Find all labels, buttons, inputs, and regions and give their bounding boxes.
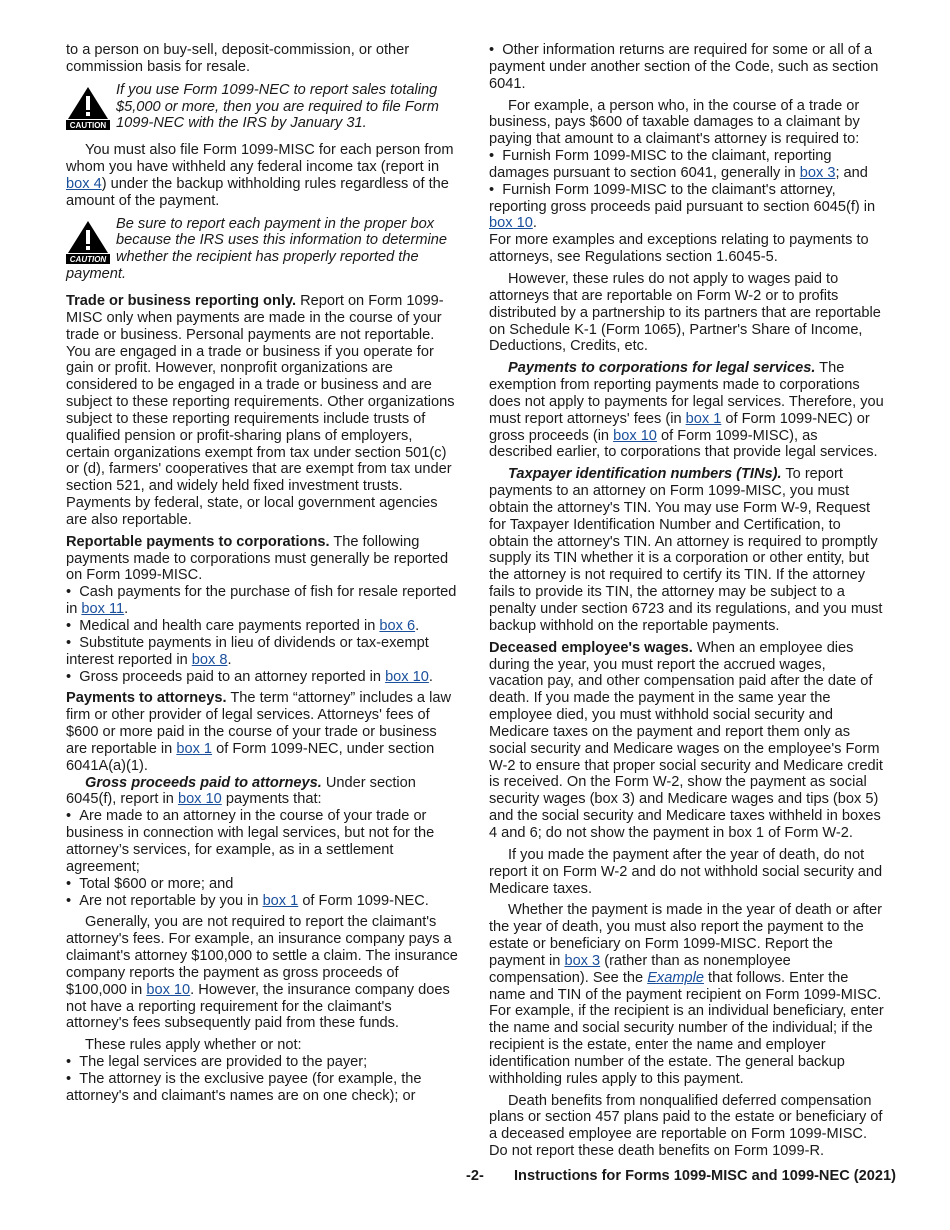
section-attorneys: Payments to attorneys. The term “attorney” includes a law firm or other provider of legal services. Attorneys' fees of $600 or more paid in the course of your trade or business are reportable in box 1 of Form 1099-NEC, under section 6041A(a)(1).	[66, 690, 452, 774]
section-legal-services: Payments to corporations for legal services. The exemption from reporting payments made to corporations does not apply to payments for legal services. Therefore, you must report attorneys' fees (in box 1 of Form 1099-NEC) or gross proceeds (in box 10 of Form 1099-MISC), as described earlier, to corporations that provide legal services.	[489, 360, 884, 461]
paragraph-generally: Generally, you are not required to report the claimant's attorney's fees. For example, an insurance company pays a claimant's attorney $100,000 to settle a claim. The insurance company reports the payment as gross proceeds of $100,000 in box 10. However, the insurance company does not have a reporting requirement for the claimant's attorney's fees subsequently paid from these funds.	[66, 914, 458, 1032]
paragraph-after-death: If you made the payment after the year of death, do not report it on Form W-2 and do not withhold social security and Medicare taxes.	[489, 846, 883, 897]
list-item: • Substitute payments in lieu of dividends or tax-exempt interest reported in box 8.	[66, 635, 458, 669]
heading-gross-proceeds: Gross proceeds paid to attorneys.	[85, 774, 322, 791]
caution-note-2	[66, 216, 458, 283]
footer-title: Instructions for Forms 1099-MISC and 1099-NEC (2021)	[514, 1168, 896, 1184]
list-item: • Total $600 or more; and	[66, 876, 458, 893]
list-item: • Medical and health care payments reported in box 6.	[66, 618, 458, 635]
caution-icon	[66, 85, 110, 130]
svg-text:CAUTION: CAUTION	[69, 254, 107, 264]
link-box-10[interactable]: box 10	[177, 791, 222, 808]
page-footer	[0, 1168, 950, 1188]
link-box-1[interactable]: box 1	[685, 410, 722, 427]
heading-legal-services: Payments to corporations for legal services.	[508, 360, 816, 377]
section-corporations: Reportable payments to corporations. The following payments made to corporations must generally be reported on Form 1099-MISC.	[66, 533, 449, 584]
link-box-1[interactable]: box 1	[176, 740, 213, 757]
link-box-10[interactable]: box 10	[385, 668, 429, 685]
heading-tins: Taxpayer identification numbers (TINs).	[508, 466, 782, 483]
paragraph-however: However, these rules do not apply to wages paid to attorneys that are reportable on Form W-2 or to profits distributed by a partnership to its partners that are reportable on Schedule K-1 (Form 1065), Partner's Share of Income, Deductions, Credits, etc.	[489, 270, 881, 355]
paragraph-death-benefits: Death benefits from nonqualified deferred compensation plans or section 457 plans paid to the estate or beneficiary of a deceased employee are reportable on Form 1099-MISC. Do not report these death benefits on Form 1099-R.	[489, 1092, 883, 1160]
list-item: • Cash payments for the purchase of fish for resale reported in box 11.	[66, 584, 458, 618]
link-box-6[interactable]: box 6	[379, 618, 416, 634]
heading-corporations: Reportable payments to corporations.	[66, 533, 330, 550]
link-box-3[interactable]: box 3	[799, 164, 836, 181]
section-trade-business: Trade or business reporting only. Report on Form 1099-MISC only when payments are made in the course of your trade or business. Personal payments are not reportable. You are engaged in a trade or business if you operate for gain or profit. However, nonprofit organizations are considered to be engaged in a trade or business and are subject to these reporting requirements. Other organizations subject to these reporting requirements include trusts of qualified pension or profit-sharing plans of employers, certain organizations exempt from tax under section 501(c) or (d), farmers' cooperatives that are exempt from tax under section 521, and widely held fixed investment trusts. Payments by federal, state, or local government agencies are also reportable.	[66, 292, 455, 528]
caution-text-1: If you use Form 1099-NEC to report sales totaling $5,000 or more, then you are required to file Form 1099-NEC with the IRS by January 31.	[116, 81, 439, 132]
list-item: • Gross proceeds paid to an attorney reported in box 10.	[66, 669, 458, 686]
link-box-10[interactable]: box 10	[146, 981, 191, 998]
paragraph-whether: Whether the payment is made in the year of death or after the year of death, you must also report the payment to the estate or beneficiary on Form 1099-MISC. Report the payment in box 3 (rather than as nonemployee compensation). See the Example that follows. Enter the name and TIN of the payment recipient on Form 1099-MISC. For example, if the recipient is an individual beneficiary, enter the name and social security number of the individual; if the recipient is the estate, enter the name and employer identification number of the estate. The general backup withholding rules apply to this payment.	[489, 902, 884, 1087]
section-tins: Taxpayer identification numbers (TINs). To report payments to an attorney on Form 1099-MISC, you must obtain the attorney's TIN. You may use Form W-9, Request for Taxpayer Identification Number and Certification, to obtain the attorney's TIN. An attorney is required to promptly supply its TIN whether it is a corporation or other entity, but the attorney is not required to certify its TIN. If the attorney fails to provide its TIN, the attorney may be subject to a penalty under section 6723 and its regulations, and you must backup withhold on the reportable payments.	[489, 466, 883, 634]
heading-attorneys: Payments to attorneys.	[66, 690, 227, 707]
page-number: -2-	[466, 1168, 484, 1184]
list-item: • Are made to an attorney in the course of your trade or business in connection with legal services, but not for the attorney’s services, for example, as in a settlement agreement;	[66, 808, 458, 875]
list-item: • Other information returns are required for some or all of a payment under another section of the Code, such as section 6041.	[489, 42, 884, 93]
svg-text:CAUTION: CAUTION	[69, 120, 107, 130]
link-box-10[interactable]: box 10	[489, 215, 533, 232]
link-example[interactable]: Example	[647, 969, 704, 986]
caution-icon	[66, 219, 110, 264]
heading-trade-business: Trade or business reporting only.	[66, 292, 297, 309]
list-item: • The legal services are provided to the payer;	[66, 1054, 458, 1071]
list-item: • The attorney is the exclusive payee (for example, the attorney's and claimant's names are on one check); or	[66, 1071, 458, 1105]
paragraph-rules: These rules apply whether or not:	[85, 1037, 302, 1054]
paragraph-backup-withholding: You must also file Form 1099-MISC for each person from whom you have withheld any federal income tax (report in box 4) under the backup withholding rules regardless of the amount of the payment.	[66, 142, 454, 209]
link-box-8[interactable]: box 8	[191, 651, 228, 668]
paragraph-commission: to a person on buy-sell, deposit-commission, or other commission basis for resale.	[66, 42, 410, 75]
link-box-11[interactable]: box 11	[81, 601, 125, 618]
right-column	[489, 42, 884, 1165]
link-box-1[interactable]: box 1	[262, 892, 299, 909]
left-column	[66, 42, 458, 1105]
list-item: • Furnish Form 1099-MISC to the claimant, reporting damages pursuant to section 6041, generally in box 3; and	[489, 148, 884, 182]
list-item: • Furnish Form 1099-MISC to the claimant's attorney, reporting gross proceeds paid pursuant to section 6045(f) in box 10.	[489, 182, 884, 233]
list-item: • Are not reportable by you in box 1 of Form 1099-NEC.	[66, 893, 458, 910]
link-box-3[interactable]: box 3	[564, 952, 601, 969]
paragraph-more-examples: For more examples and exceptions relating to payments to attorneys, see Regulations section 1.6045-5.	[489, 232, 869, 266]
link-box-4[interactable]: box 4	[66, 175, 102, 192]
paragraph-example: For example, a person who, in the course of a trade or business, pays $600 of taxable damages to a claimant by paying that amount to a claimant's attorney is required to:	[489, 97, 860, 148]
heading-deceased-wages: Deceased employee's wages.	[489, 639, 693, 656]
caution-text-2: Be sure to report each payment in the proper box because the IRS uses this information to determine whether the recipient has properly reported the payment.	[66, 215, 447, 283]
link-box-10[interactable]: box 10	[613, 427, 657, 444]
section-gross-proceeds: Gross proceeds paid to attorneys. Under section 6045(f), report in box 10 payments that:	[66, 774, 416, 808]
caution-note-1	[66, 82, 458, 133]
section-deceased-wages: Deceased employee's wages. When an employee dies during the year, you must report the accrued wages, vacation pay, and other compensation paid after the date of death. If you made the payment in the same year the employee died, you must withhold social security and Medicare taxes on the payment and report them only as social security and Medicare wages on the employee's Form W-2 to ensure that proper social security and Medicare credit is received. On the Form W-2, show the payment as social security wages (box 3) and Medicare wages and tips (box 5) and the social security and Medicare taxes withheld in boxes 4 and 6; do not show the payment in box 1 of Form W-2.	[489, 639, 883, 841]
